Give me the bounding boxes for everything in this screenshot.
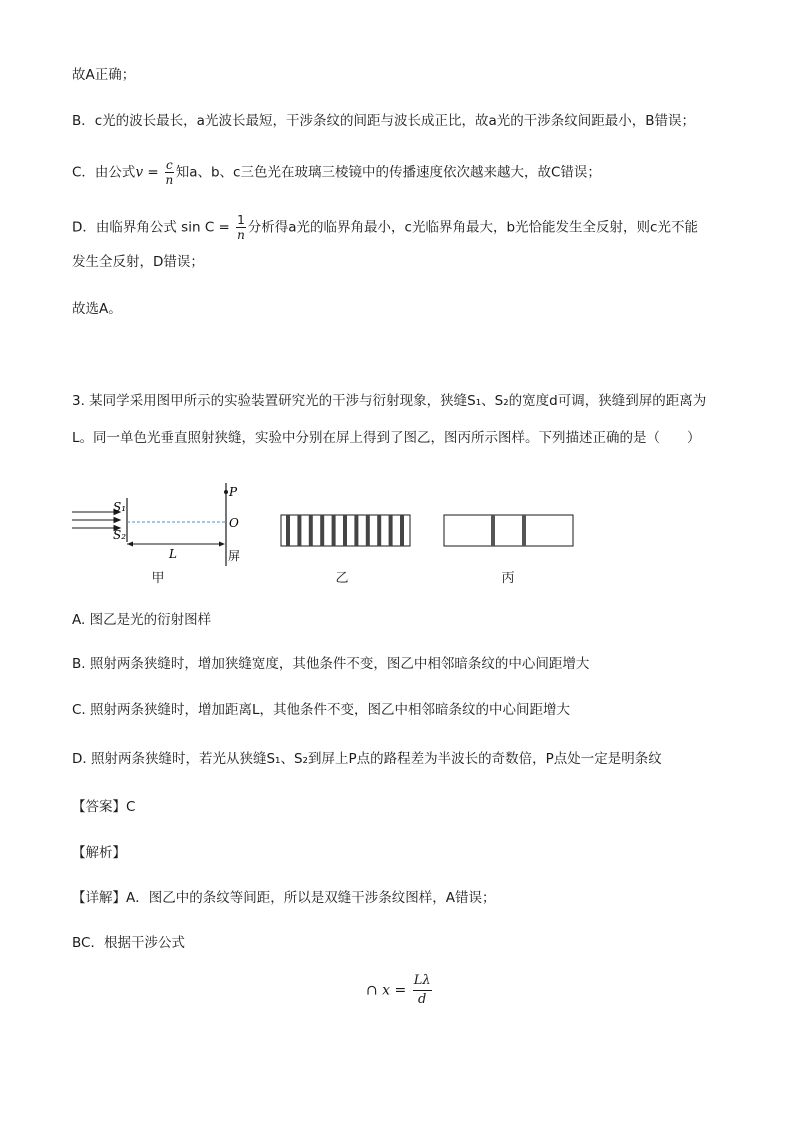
point-p-dot	[224, 490, 228, 494]
figure-jia	[70, 478, 250, 568]
distance-l-arrow-left	[127, 542, 133, 547]
yi-dark-fringe	[309, 515, 313, 546]
caption-yi: 乙	[335, 571, 349, 586]
figure-yi	[280, 514, 412, 548]
distance-l-arrow-right	[219, 542, 225, 547]
yi-dark-fringe	[286, 515, 290, 546]
yi-dark-fringe	[389, 515, 393, 546]
question-stem-2: L。同一单色光垂直照射狭缝，实验中分别在屏上得到了图乙，图丙所示图样。下列描述正确的是（ ）	[72, 430, 701, 446]
prev-line-b: B．c光的波长最长，a光波长最短，干涉条纹的间距与波长成正比，故a光的干涉条纹间距最小，B错误；	[72, 113, 695, 129]
yi-dark-fringe	[343, 515, 347, 546]
caption-jia: 甲	[151, 571, 165, 586]
prev-line-d-cont: 发生全反射，D错误；	[72, 254, 204, 270]
bing-dark-fringe-right	[522, 515, 526, 546]
formula-eq: =	[143, 164, 163, 181]
option-a: A. 图乙是光的衍射图样	[72, 612, 212, 628]
interference-formula	[366, 972, 434, 1009]
prev-line-a: 故A正确；	[72, 67, 136, 83]
label-l: L	[169, 547, 177, 561]
fraction-c-den: n	[165, 173, 174, 187]
yi-dark-fringe	[400, 515, 404, 546]
detail-a: 【详解】A．图乙中的条纹等间距，所以是双缝干涉条纹图样，A错误；	[72, 890, 496, 906]
bing-dark-fringe-left	[491, 515, 495, 546]
detail-bc: BC．根据干涉公式	[72, 935, 185, 951]
label-p: P	[229, 485, 238, 499]
prev-conclusion: 故选A。	[72, 301, 122, 317]
prev-line-d-suffix: 分析得a光的临界角最小，c光临界角最大，b光恰能发生全反射，则c光不能	[247, 219, 698, 236]
answer-line: 【答案】C	[72, 799, 136, 815]
light-arrowhead-2	[114, 518, 120, 523]
yi-dark-fringe	[320, 515, 324, 546]
fraction-1-n	[236, 213, 246, 242]
figure-bing	[443, 514, 575, 548]
question-stem-1: 3. 某同学采用图甲所示的实验装置研究光的干涉与衍射现象，狭缝S₁、S₂的宽度d可调，狭缝到屏的距离为	[72, 393, 707, 409]
formula-v: v	[135, 164, 144, 181]
yi-dark-fringe	[297, 515, 301, 546]
option-d: D. 照射两条狭缝时，若光从狭缝S₁、S₂到屏上P点的路程差为半波长的奇数倍，P点处一定是明条纹	[72, 751, 662, 767]
prev-line-c-suffix: 知a、b、c三色光在玻璃三棱镜中的传播速度依次越来越大，故C错误；	[175, 164, 601, 181]
formula-lhs: ∩ x =	[366, 982, 411, 999]
fraction-1-den: n	[237, 228, 245, 242]
analysis-heading: 【解析】	[72, 845, 126, 861]
fraction-c-n	[165, 158, 174, 187]
fraction-c-num: c	[165, 158, 173, 172]
formula-fraction	[413, 972, 432, 1009]
formula-den: d	[417, 992, 427, 1007]
yi-dark-fringe	[366, 515, 370, 546]
option-c: C. 照射两条狭缝时，增加距离L，其他条件不变，图乙中相邻暗条纹的中心间距增大	[72, 702, 571, 718]
prev-line-c-prefix: C．由公式	[72, 164, 136, 181]
prev-line-d-prefix: D．由临界角公式 sin C =	[72, 219, 235, 236]
option-b: B. 照射两条狭缝时，增加狭缝宽度，其他条件不变，图乙中相邻暗条纹的中心间距增大	[72, 656, 590, 672]
prev-line-d	[72, 213, 698, 242]
prev-line-c	[72, 158, 601, 187]
fraction-1-num: 1	[237, 213, 245, 227]
pattern-bing-frame	[444, 515, 573, 546]
yi-dark-fringe	[332, 515, 336, 546]
yi-dark-fringe	[377, 515, 381, 546]
label-o: O	[229, 516, 239, 530]
label-screen: 屏	[228, 549, 241, 563]
caption-bing: 丙	[501, 571, 515, 586]
yi-dark-fringe	[354, 515, 358, 546]
label-s2: S₂	[113, 528, 127, 542]
formula-num: Lλ	[413, 972, 432, 991]
label-s1: S₁	[113, 500, 127, 514]
